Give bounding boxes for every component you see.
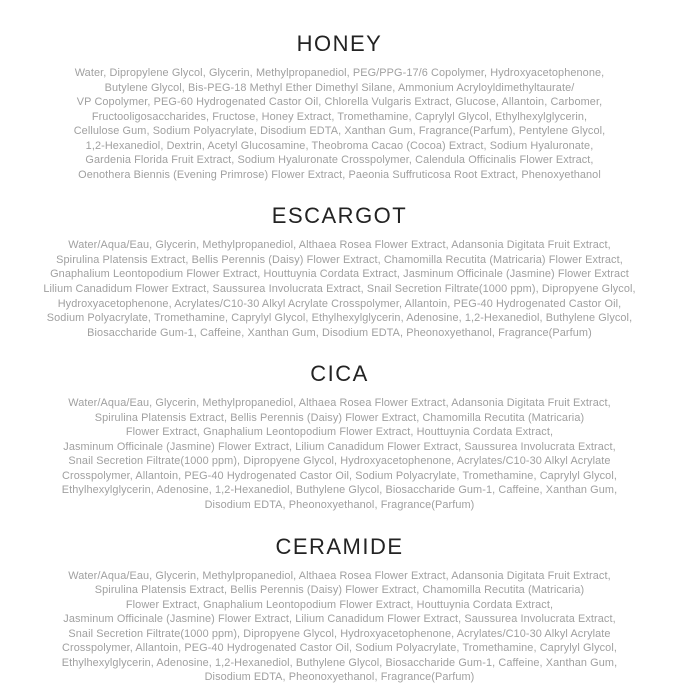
ingredients-line: Jasminum Officinale (Jasmine) Flower Extract, Lilium Canadidum Flower Extract, Saussurea Involucrata Extract, — [63, 613, 616, 626]
ingredients-line: Gardenia Florida Fruit Extract, Sodium Hyaluronate Crosspolymer, Calendula Officinalis Flower Extract, — [85, 154, 594, 167]
ingredients-line: Water, Dipropylene Glycol, Glycerin, Methylpropanediol, PEG/PPG-17/6 Copolymer, Hydroxyacetophenone, — [74, 67, 605, 79]
ingredients-line: Ethylhexylglycerin, Adenosine, 1,2-Hexanediol, Buthylene Glycol, Biosaccharide Gum-1, Caffeine, Xanthan Gum, — [61, 484, 618, 497]
ingredients-line: Lilium Canadidum Flower Extract, Saussurea Involucrata Extract, Snail Secretion Filtrate(1000 ppm), Dipropyene Glycol, — [43, 283, 636, 296]
ingredients-line: Disodium EDTA, Pheonoxyethanol, Fragrance(Parfum) — [204, 499, 475, 512]
ingredients-line: Jasminum Officinale (Jasmine) Flower Extract, Lilium Canadidum Flower Extract, Saussurea Involucrata Extract, — [63, 440, 616, 453]
ingredients-line: Crosspolymer, Allantoin, PEG-40 Hydrogenated Castor Oil, Sodium Polyacrylate, Tromethamine, Caprylyl Glycol, — [62, 469, 617, 482]
section-title-cica: CICA — [310, 361, 369, 387]
ingredients-line: Spirulina Platensis Extract, Bellis Perennis (Daisy) Flower Extract, Chamomilla Recutita (Matricaria) — [94, 584, 585, 597]
ingredients-line: Crosspolymer, Allantoin, PEG-40 Hydrogenated Castor Oil, Sodium Polyacrylate, Tromethamine, Caprylyl Glycol, — [62, 642, 617, 655]
ingredients-line: Fructooligosaccharides, Fructose, Honey Extract, Tromethamine, Caprylyl Glycol, Ethylhexylglycerin, — [91, 110, 588, 123]
ingredients-line: Snail Secretion Filtrate(1000 ppm), Dipropyene Glycol, Hydroxyacetophenone, Acrylates/C10-30 Alkyl Acrylate — [68, 455, 611, 468]
section-title-ceramide: CERAMIDE — [275, 533, 404, 559]
section-title-honey: HONEY — [296, 31, 383, 56]
ingredients-line: 1,2-Hexanediol, Dextrin, Acetyl Glucosamine, Theobroma Cacao (Cocoa) Extract, Sodium Hyaluronate, — [85, 139, 594, 152]
ingredients-line: Disodium EDTA, Pheonoxyethanol, Fragrance(Parfum) — [204, 671, 475, 684]
ingredients-line: Hydroxyacetophenone, Acrylates/C10-30 Alkyl Acrylate Crosspolymer, Allantoin, PEG-40 Hydrogenated Castor Oil, — [57, 297, 622, 310]
ingredients-line: Sodium Polyacrylate, Tromethamine, Caprylyl Glycol, Ethylhexylglycerin, Adenosine, 1,2-Hexanediol, Buthylene Glycol, — [46, 312, 633, 325]
ingredients-line: Ethylhexylglycerin, Adenosine, 1,2-Hexanediol, Buthylene Glycol, Biosaccharide Gum-1, Caffeine, Xanthan Gum, — [61, 656, 618, 669]
section-honey — [0, 31, 679, 182]
ingredients-line: Butylene Glycol, Bis-PEG-18 Methyl Ether Dimethyl Silane, Ammonium Acryloyldimethyltaurate/ — [104, 81, 575, 94]
ingredients-line: Flower Extract, Gnaphalium Leontopodium Flower Extract, Houttuynia Cordata Extract, — [125, 598, 554, 611]
ingredients-line: VP Copolymer, PEG-60 Hydrogenated Castor Oil, Chlorella Vulgaris Extract, Glucose, Allantoin, Carbomer, — [76, 96, 603, 109]
section-title-escargot: ESCARGOT — [271, 203, 408, 229]
section-ceramide — [0, 534, 679, 685]
ingredients-line: Spirulina Platensis Extract, Bellis Perennis (Daisy) Flower Extract, Chamomilla Recutita (Matricaria) Flower Extract, — [56, 253, 623, 266]
ingredients-line: Spirulina Platensis Extract, Bellis Perennis (Daisy) Flower Extract, Chamomilla Recutita (Matricaria) — [94, 411, 585, 424]
ingredients-line: Water/Aqua/Eau, Glycerin, Methylpropanediol, Althaea Rosea Flower Extract, Adansonia Digitata Fruit Extract, — [68, 397, 611, 410]
ingredients-line: Water/Aqua/Eau, Glycerin, Methylpropanediol, Althaea Rosea Flower Extract, Adansonia Digitata Fruit Extract, — [68, 569, 611, 582]
ingredients-line: Snail Secretion Filtrate(1000 ppm), Dipropyene Glycol, Hydroxyacetophenone, Acrylates/C10-30 Alkyl Acrylate — [68, 627, 611, 640]
ingredients-line: Oenothera Biennis (Evening Primrose) Flower Extract, Paeonia Suffruticosa Root Extract, Phenoxyethanol — [78, 168, 601, 181]
ingredients-line: Biosaccharide Gum-1, Caffeine, Xanthan Gum, Disodium EDTA, Pheonoxyethanol, Fragrance(Parfum) — [87, 326, 592, 339]
ingredients-line: Flower Extract, Gnaphalium Leontopodium Flower Extract, Houttuynia Cordata Extract, — [125, 426, 554, 439]
ingredients-line: Water/Aqua/Eau, Glycerin, Methylpropanediol, Althaea Rosea Flower Extract, Adansonia Digitata Fruit Extract, — [68, 239, 611, 252]
section-escargot — [0, 203, 679, 340]
ingredients-line: Gnaphalium Leontopodium Flower Extract, Houttuynia Cordata Extract, Jasminum Officinale (Jasmine) Flower Extract — [50, 268, 629, 281]
section-cica — [0, 361, 679, 512]
ingredients-line: Cellulose Gum, Sodium Polyacrylate, Disodium EDTA, Xanthan Gum, Fragrance(Parfum), Pentylene Glycol, — [73, 125, 606, 138]
